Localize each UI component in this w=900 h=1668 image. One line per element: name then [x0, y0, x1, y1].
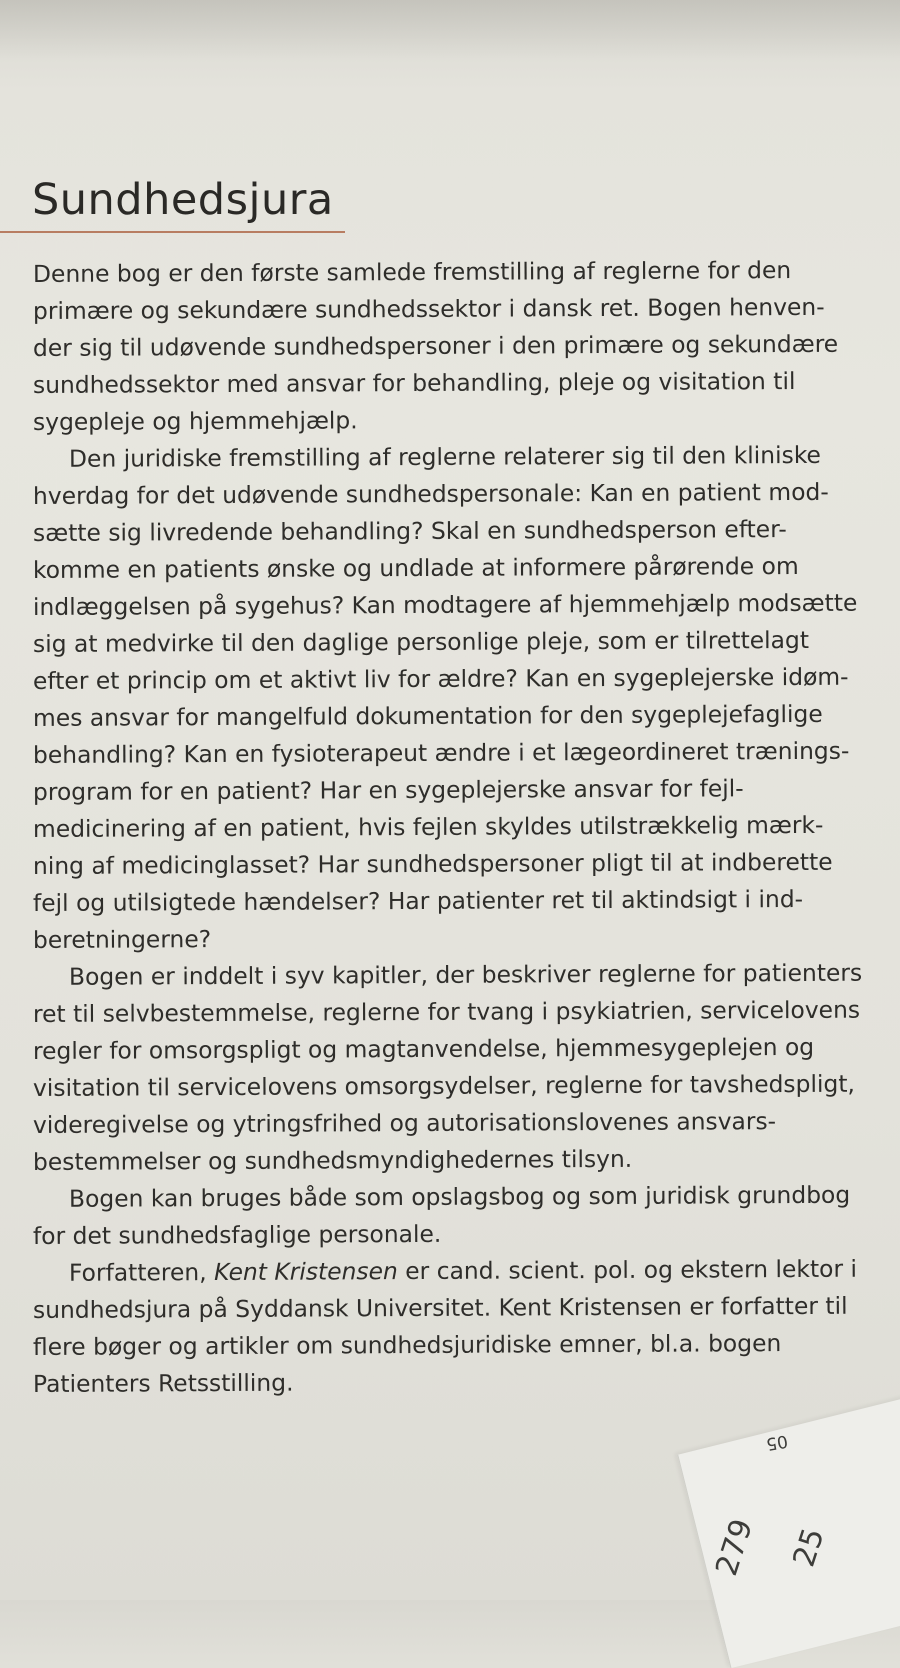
text-line: der sig til udøvende sundhedspersoner i den primære og sekundære [32, 329, 839, 362]
text-line: videregivelse og ytringsfrihed og autorisationslovenes ansvars- [32, 1107, 777, 1139]
text-line: fejl og utilsigtede hændelser? Har patienter ret til aktindsigt i ind- [32, 884, 804, 917]
text-line: beretningerne? [32, 925, 212, 954]
back-cover-text [33, 256, 883, 1403]
text-line: sygepleje og hjemmehjælp. [32, 406, 358, 436]
paragraph-intro [33, 256, 883, 441]
sticker-number: 279 [709, 1514, 761, 1581]
page-title: Sundhedsjura [32, 175, 334, 225]
text-line: bestemmelser og sundhedsmyndighedernes tilsyn. [32, 1144, 633, 1176]
text-line: regler for omsorgspligt og magtanvendelse, hjemmesygeplejen og [32, 1032, 815, 1065]
author-title: er cand. scient. pol. og ekstern lektor i [397, 1254, 858, 1286]
text-line: komme en patients ønske og undlade at informere pårørende om [32, 551, 799, 584]
text-line: Bogen er inddelt i syv kapitler, der beskriver reglerne for patienters [68, 958, 863, 991]
text-line: primære og sekundære sundhedssektor i dansk ret. Bogen henven- [32, 292, 825, 325]
text-line: behandling? Kan en fysioterapeut ændre i et lægeordineret trænings- [32, 736, 850, 769]
text-line: program for en patient? Har en sygeplejerske ansvar for fejl- [32, 774, 744, 806]
text-line: visitation til servicelovens omsorgsydelser, reglerne for tavshedspligt, [32, 1069, 855, 1102]
text-line: Den juridiske fremstilling af reglerne relaterer sig til den kliniske [68, 440, 821, 473]
text-line: Denne bog er den første samlede fremstilling af reglerne for den [32, 256, 792, 288]
text-line: hverdag for det udøvende sundhedspersonale: Kan en patient mod- [32, 477, 829, 510]
title-underline [0, 231, 345, 233]
text-line: indlæggelsen på sygehus? Kan modtagere af hjemmehjælp modsætte [32, 588, 858, 621]
price-sticker [677, 1392, 900, 1668]
page-top-shadow [0, 0, 900, 60]
author-name: Kent Kristensen [213, 1257, 398, 1287]
text-line: ret til selvbestemmelse, reglerne for tvang i psykiatrien, servicelovens [32, 995, 861, 1028]
text-line: sætte sig livredende behandling? Skal en sundhedsperson efter- [32, 515, 787, 547]
paragraph-chapters [33, 959, 883, 1181]
paragraph-author [33, 1255, 883, 1403]
text-line [33, 1251, 883, 1292]
sticker-code: 05 [764, 1430, 790, 1454]
text-line: Bogen kan bruges både som opslagsbog og som juridisk grundbog [68, 1180, 851, 1213]
text-line: flere bøger og artikler om sundhedsjuridiske emner, bl.a. bogen [32, 1329, 782, 1361]
sticker-price: 25 [786, 1523, 832, 1572]
text-line: sundhedssektor med ansvar for behandling, pleje og visitation til [32, 367, 796, 399]
text-line: Patienters Retsstilling. [32, 1368, 294, 1398]
author-intro: Forfatteren, [68, 1258, 215, 1287]
paragraph-usage [33, 1181, 883, 1255]
text-line: for det sundhedsfaglige personale. [32, 1219, 442, 1250]
paragraph-questions [33, 441, 883, 959]
text-line: sig at medvirke til den daglige personlige pleje, som er tilrettelagt [32, 625, 810, 658]
text-line: efter et princip om et aktivt liv for ældre? Kan en sygeplejerske idøm- [32, 662, 849, 695]
text-line: medicinering af en patient, hvis fejlen skyldes utilstrækkelig mærk- [32, 810, 824, 843]
text-line: ning af medicinglasset? Har sundhedspersoner pligt til at indberette [32, 847, 833, 880]
text-line: mes ansvar for mangelfuld dokumentation for den sygeplejefaglige [32, 699, 823, 732]
text-line: sundhedsjura på Syddansk Universitet. Kent Kristensen er forfatter til [32, 1291, 848, 1324]
